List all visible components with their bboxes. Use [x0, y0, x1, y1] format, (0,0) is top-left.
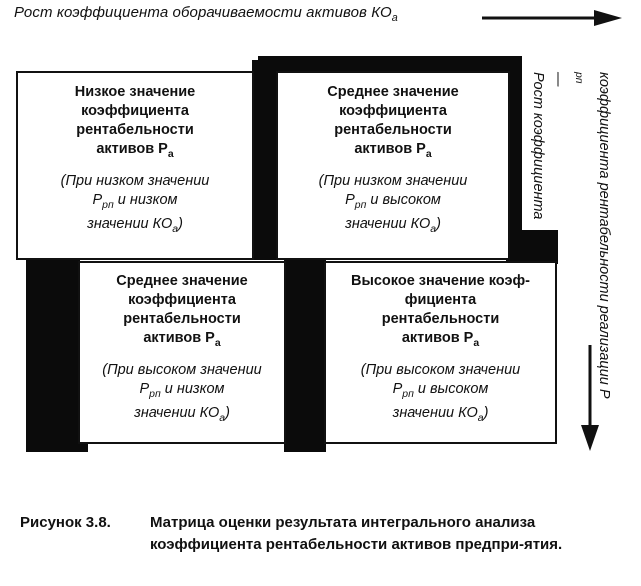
cell-note: (При низком значении $Р_{рп}$ и низком значении $КО_а$) [60, 172, 210, 235]
shadow-center-lower [284, 258, 326, 452]
matrix-cell-medium-value-top [276, 71, 510, 260]
cell-title: Среднее значение коэффициента рентабельности активов $Р_а$ [327, 84, 459, 160]
top-axis-label [14, 4, 398, 24]
cell-title: Низкое значение коэффициента рентабельности активов $Р_а$ [74, 84, 196, 160]
matrix-cell-low-value [16, 71, 254, 260]
top-axis-label-text: Рост коэффициента оборачиваемости активов КО [14, 4, 392, 21]
shadow-top-bar [258, 56, 522, 72]
figure-caption [20, 512, 630, 556]
shadow-bottom-strip [284, 440, 326, 452]
matrix-cell-high-value [324, 261, 557, 444]
side-axis-label-line1: коэффициента рентабельности реализации Р $_{рп}$ [573, 72, 612, 399]
cell-note: (При низком значении $Р_{рп}$ и высоком значении $КО_а$) [318, 172, 468, 235]
cell-title: Среднее значение коэффициента рентабельности активов $Р_а$ [116, 273, 248, 349]
figure-caption-text: Матрица оценки результата интегрального анализа коэффициента рентабельности активов предпри-ятия. [150, 514, 563, 553]
cell-title: Высокое значение коэф- фициента рентабельности активов $Р_а$ [351, 273, 530, 349]
shadow-center-gap [252, 60, 278, 260]
cell-note: (При высоком значении $Р_{рп}$ и высоком значении $КО_а$) [360, 361, 521, 424]
top-axis-arrow-icon [482, 8, 622, 28]
figure-caption-label: Рисунок 3.8. [20, 514, 111, 531]
side-axis-arrow-icon [578, 345, 602, 451]
top-axis-label-sub: а [391, 12, 398, 24]
matrix-cell-medium-value-bottom [78, 261, 286, 444]
shadow-left-block [26, 258, 80, 452]
cell-note: (При высоком значении $Р_{рп}$ и низком значении $КО_а$) [102, 361, 262, 424]
side-axis-label-line2: — Рост коэффициента [530, 72, 567, 220]
side-axis-label [528, 72, 614, 399]
